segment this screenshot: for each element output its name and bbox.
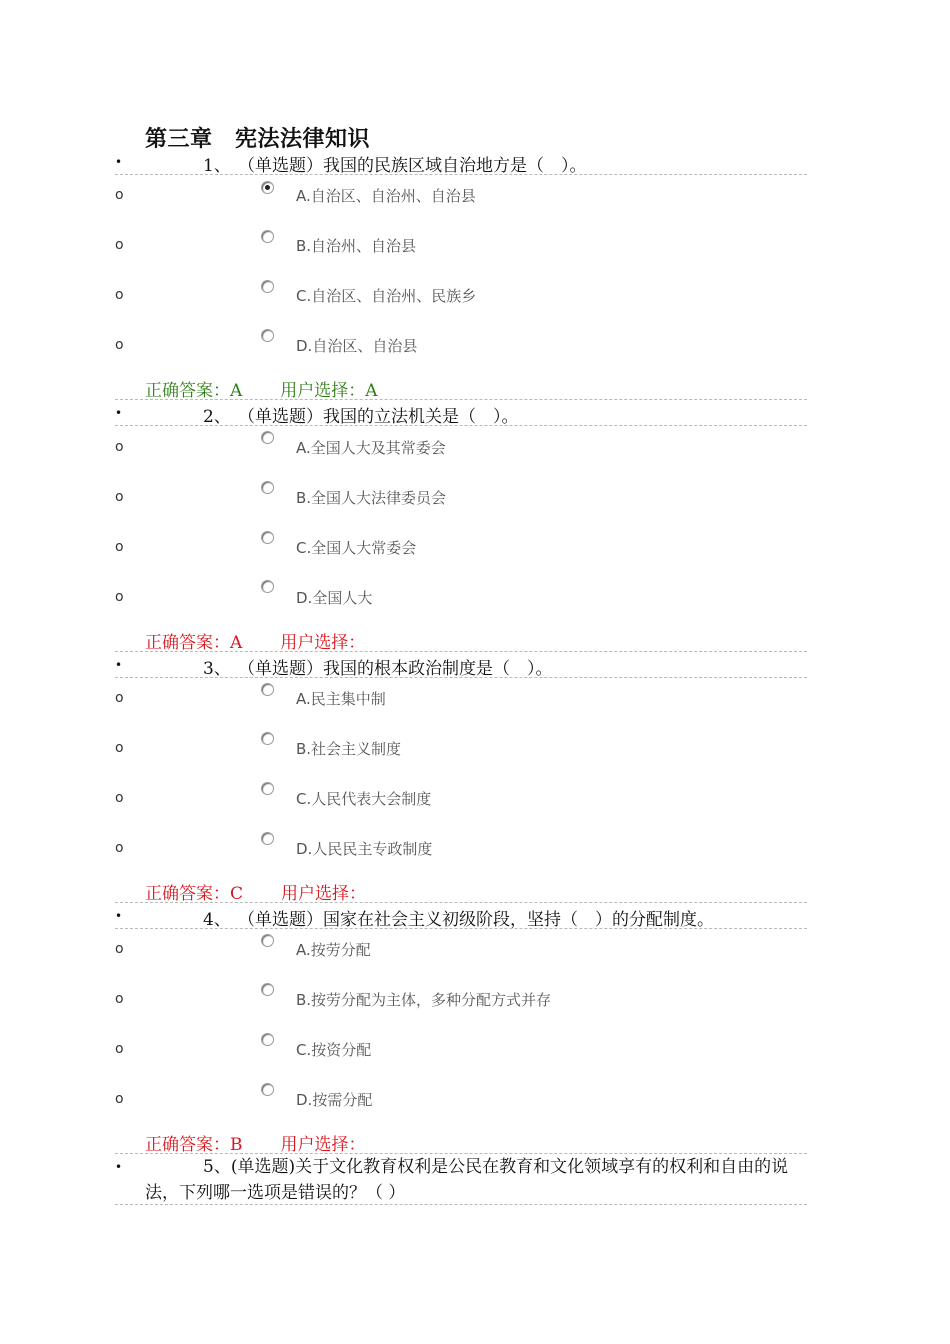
correct-answer: 正确答案：B bbox=[145, 1135, 243, 1155]
option-marker: o bbox=[115, 237, 124, 253]
user-choice: 用户选择： bbox=[280, 633, 366, 653]
question-2-option-a-label: A.全国人大及其常委会 bbox=[296, 439, 446, 457]
correct-answer: 正确答案：C bbox=[145, 884, 244, 904]
question-1-option-d-radio[interactable] bbox=[261, 329, 274, 342]
option-marker: o bbox=[115, 840, 124, 856]
option-marker: o bbox=[115, 337, 124, 353]
question-5-text bbox=[145, 1154, 810, 1206]
question-5-stem: (单选题)关于文化教育权利是公民在教育和文化领域享有的权利和自由的说法，下列哪一选项是错误的？（ ） bbox=[145, 1157, 789, 1203]
question-3-option-d-label: D.人民民主专政制度 bbox=[296, 840, 433, 858]
question-4-option-c-label: C.按资分配 bbox=[296, 1041, 372, 1059]
user-choice: 用户选择： bbox=[281, 884, 367, 904]
question-4-number: 4、 bbox=[203, 910, 231, 930]
option-marker: o bbox=[115, 740, 124, 756]
question-bullet: • bbox=[115, 1160, 123, 1174]
question-1-option-b-radio[interactable] bbox=[261, 230, 274, 243]
question-bullet: • bbox=[115, 658, 123, 672]
question-5-number: 5、 bbox=[203, 1157, 231, 1177]
question-2-stem: （单选题）我国的立法机关是（ ）。 bbox=[238, 407, 519, 427]
dashed-divider bbox=[115, 399, 807, 400]
option-marker: o bbox=[115, 1041, 124, 1057]
option-marker: o bbox=[115, 539, 124, 555]
option-marker: o bbox=[115, 589, 124, 605]
question-2-answer-line bbox=[145, 628, 365, 653]
question-1-option-d-label: D.自治区、自治县 bbox=[296, 337, 418, 355]
question-1-stem: （单选题）我国的民族区域自治地方是（ ）。 bbox=[238, 156, 587, 176]
question-2-option-b-label: B.全国人大法律委员会 bbox=[296, 489, 447, 507]
question-4-option-b-label: B.按劳分配为主体，多种分配方式并存 bbox=[296, 991, 552, 1009]
dashed-divider bbox=[115, 902, 807, 903]
dashed-divider bbox=[115, 928, 807, 929]
question-2-option-d-label: D.全国人大 bbox=[296, 589, 373, 607]
question-3-option-c-label: C.人民代表大会制度 bbox=[296, 790, 432, 808]
option-marker: o bbox=[115, 1091, 124, 1107]
question-4-option-a-radio[interactable] bbox=[261, 934, 274, 947]
question-1-number: 1、 bbox=[203, 156, 231, 176]
question-2-option-b-radio[interactable] bbox=[261, 481, 274, 494]
question-3-option-a-label: A.民主集中制 bbox=[296, 690, 386, 708]
correct-answer: 正确答案：A bbox=[145, 381, 243, 401]
dashed-divider bbox=[115, 174, 807, 175]
question-4-option-a-label: A.按劳分配 bbox=[296, 941, 371, 959]
question-3-answer-line bbox=[145, 879, 366, 904]
question-1-option-a-label: A.自治区、自治州、自治县 bbox=[296, 187, 476, 205]
question-3-option-a-radio[interactable] bbox=[261, 683, 274, 696]
question-bullet: • bbox=[115, 155, 123, 169]
question-3-option-c-radio[interactable] bbox=[261, 782, 274, 795]
user-choice: 用户选择：A bbox=[280, 381, 378, 401]
option-marker: o bbox=[115, 439, 124, 455]
dashed-divider bbox=[115, 425, 807, 426]
correct-answer: 正确答案：A bbox=[145, 633, 243, 653]
question-3-number: 3、 bbox=[203, 659, 231, 679]
question-3-stem: （单选题）我国的根本政治制度是（ ）。 bbox=[238, 659, 553, 679]
question-4-option-d-radio[interactable] bbox=[261, 1083, 274, 1096]
question-4-stem: （单选题）国家在社会主义初级阶段，坚持（ ）的分配制度。 bbox=[238, 910, 714, 930]
question-bullet: • bbox=[115, 406, 123, 420]
dashed-divider bbox=[115, 1204, 807, 1205]
option-marker: o bbox=[115, 991, 124, 1007]
question-3-option-b-radio[interactable] bbox=[261, 732, 274, 745]
question-2-option-c-radio[interactable] bbox=[261, 531, 274, 544]
option-marker: o bbox=[115, 690, 124, 706]
question-4-option-c-radio[interactable] bbox=[261, 1033, 274, 1046]
chapter-title: 第三章 宪法法律知识 bbox=[145, 126, 371, 152]
option-marker: o bbox=[115, 187, 124, 203]
question-4-answer-line bbox=[145, 1130, 366, 1155]
question-1-answer-line bbox=[145, 376, 378, 401]
question-2-option-c-label: C.全国人大常委会 bbox=[296, 539, 417, 557]
question-3-option-b-label: B.社会主义制度 bbox=[296, 740, 402, 758]
dashed-divider bbox=[115, 677, 807, 678]
question-4-option-b-radio[interactable] bbox=[261, 983, 274, 996]
option-marker: o bbox=[115, 790, 124, 806]
question-bullet: • bbox=[115, 909, 123, 923]
question-2-number: 2、 bbox=[203, 407, 231, 427]
option-marker: o bbox=[115, 287, 124, 303]
question-2-option-d-radio[interactable] bbox=[261, 580, 274, 593]
option-marker: o bbox=[115, 941, 124, 957]
dashed-divider bbox=[115, 651, 807, 652]
user-choice: 用户选择： bbox=[280, 1135, 366, 1155]
question-3-option-d-radio[interactable] bbox=[261, 832, 274, 845]
question-1-option-c-radio[interactable] bbox=[261, 280, 274, 293]
question-1-option-a-radio[interactable] bbox=[261, 181, 274, 194]
question-2-option-a-radio[interactable] bbox=[261, 431, 274, 444]
question-1-option-b-label: B.自治州、自治县 bbox=[296, 237, 417, 255]
question-4-option-d-label: D.按需分配 bbox=[296, 1091, 373, 1109]
question-1-option-c-label: C.自治区、自治州、民族乡 bbox=[296, 287, 477, 305]
option-marker: o bbox=[115, 489, 124, 505]
